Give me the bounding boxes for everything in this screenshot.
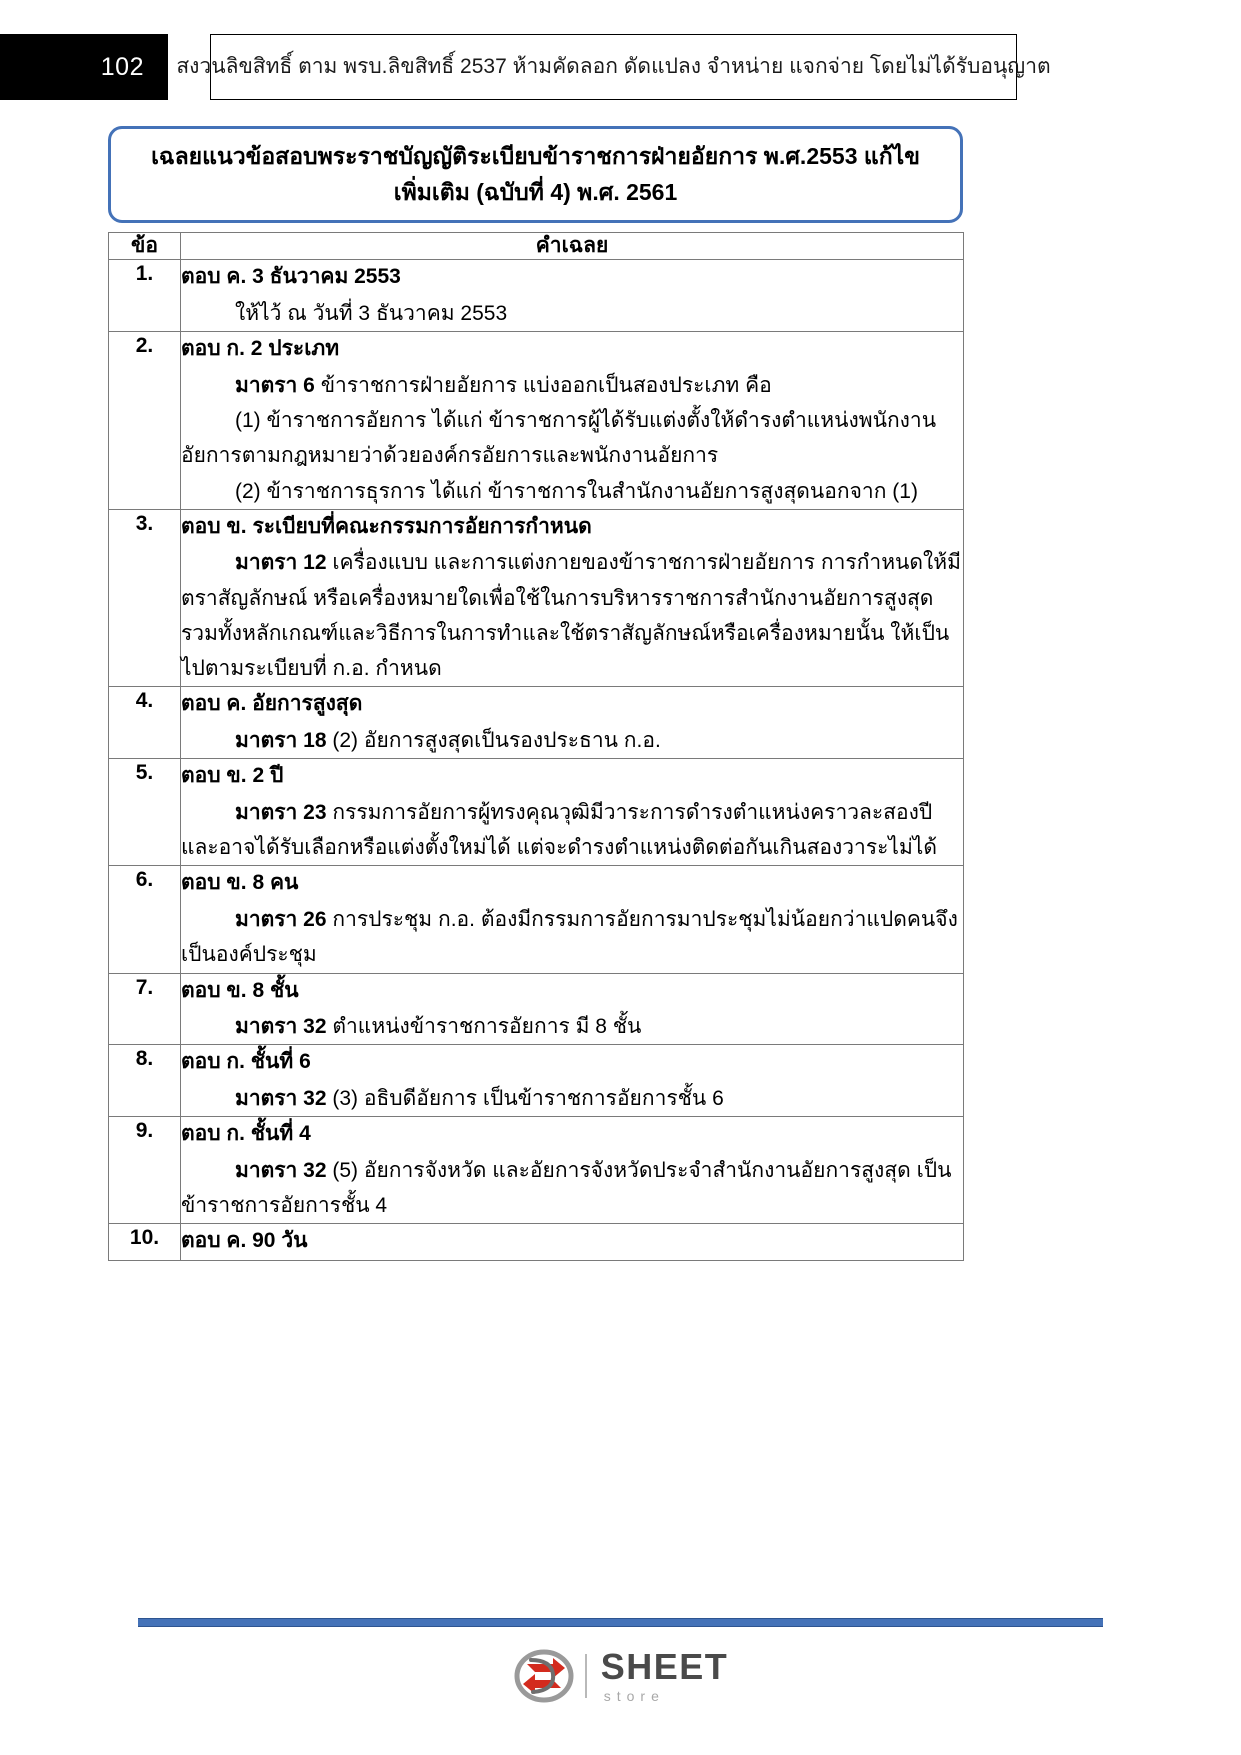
answer-choice: ตอบ ก. ชั้นที่ 6	[181, 1050, 311, 1074]
row-answer-cell	[181, 260, 964, 332]
row-answer-cell	[181, 759, 964, 866]
row-number: 9.	[109, 1117, 181, 1224]
row-number: 5.	[109, 759, 181, 866]
row-answer-cell	[181, 1224, 964, 1261]
column-header-number: ข้อ	[109, 233, 181, 260]
row-number: 8.	[109, 1045, 181, 1117]
row-number: 2.	[109, 332, 181, 510]
logo-divider	[585, 1654, 587, 1698]
table-row	[109, 759, 964, 866]
column-header-answer: คำเฉลย	[181, 233, 964, 260]
row-number: 10.	[109, 1224, 181, 1261]
logo-wordmark	[600, 1646, 729, 1704]
answer-choice: ตอบ ข. 8 ชั้น	[181, 978, 299, 1002]
answer-explanation: มาตรา 32 ตำแหน่งข้าราชการอัยการ มี 8 ชั้น	[235, 1015, 642, 1039]
row-answer-cell	[181, 332, 964, 510]
law-section-label: มาตรา 32	[235, 1158, 327, 1182]
law-section-label: มาตรา 32	[235, 1015, 327, 1039]
answer-explanation: มาตรา 6 ข้าราชการฝ่ายอัยการ แบ่งออกเป็นสองประเภท คือ	[235, 373, 772, 397]
law-section-label: มาตรา 6	[235, 373, 315, 397]
table-header-row	[109, 233, 964, 260]
answer-explanation: มาตรา 32 (3) อธิบดีอัยการ เป็นข้าราชการอัยการชั้น 6	[235, 1086, 724, 1110]
answer-explanation: มาตรา 26 การประชุม ก.อ. ต้องมีกรรมการอัยการมาประชุมไม่น้อยกว่าแปดคนจึงเป็นองค์ประชุม	[181, 908, 958, 967]
logo-secondary-text: store	[603, 1688, 665, 1704]
document-title-box	[108, 126, 963, 223]
answer-explanation: มาตรา 12 เครื่องแบบ และการแต่งกายของข้าราชการฝ่ายอัยการ การกำหนดให้มีตราสัญลักษณ์ หรือเครื่องหมายใดเพื่อใช้ในการบริหารราชการสำนักงานอัยการสูงสุด รวมทั้งหลักเกณฑ์และวิธีการในการทำและใช้ตราสัญลักษณ์หรือเครื่องหมายนั้น ให้เป็นไปตามระเบียบที่ ก.อ. กำหนด	[181, 551, 961, 681]
row-number: 4.	[109, 687, 181, 759]
law-section-label: มาตรา 23	[235, 800, 327, 824]
row-answer-cell	[181, 1117, 964, 1224]
answer-explanation: (1) ข้าราชการอัยการ ได้แก่ ข้าราชการผู้ได้รับแต่งตั้งให้ดำรงตำแหน่งพนักงานอัยการตามกฎหมายว่าด้วยองค์กรอัยการและพนักงานอัยการ	[181, 408, 937, 468]
row-answer-cell	[181, 973, 964, 1045]
answer-explanation: มาตรา 18 (2) อัยการสูงสุดเป็นรองประธาน ก.อ.	[235, 729, 661, 753]
answer-choice: ตอบ ข. 2 ปี	[181, 764, 284, 788]
answer-choice: ตอบ ค. อัยการสูงสุด	[181, 692, 363, 716]
table-row	[109, 973, 964, 1045]
row-answer-cell	[181, 1045, 964, 1117]
table-row	[109, 866, 964, 973]
law-section-label: มาตรา 32	[235, 1086, 327, 1110]
law-section-label: มาตรา 26	[235, 908, 327, 931]
answer-key-table	[108, 232, 964, 1261]
logo-primary-text: SHEET	[600, 1646, 729, 1687]
table-body	[109, 260, 964, 1261]
table-row	[109, 687, 964, 759]
row-number: 1.	[109, 260, 181, 332]
answer-explanation: (2) ข้าราชการธุรการ ได้แก่ ข้าราชการในสำนักงานอัยการสูงสุดนอกจาก (1)	[235, 479, 918, 503]
row-answer-cell	[181, 509, 964, 687]
table-row	[109, 1045, 964, 1117]
table-row	[109, 1224, 964, 1261]
answer-choice: ตอบ ค. 3 ธันวาคม 2553	[181, 265, 401, 289]
table-header	[109, 233, 964, 260]
copyright-box	[176, 34, 1051, 100]
row-number: 6.	[109, 866, 181, 973]
row-answer-cell	[181, 866, 964, 973]
answer-choice: ตอบ ข. ระเบียบที่คณะกรรมการอัยการกำหนด	[181, 514, 592, 538]
table-row	[109, 260, 964, 332]
page-title: เฉลยแนวข้อสอบพระราชบัญญัติระเบียบข้าราชการฝ่ายอัยการ พ.ศ.2553 แก้ไขเพิ่มเติม (ฉบับที่ 4) พ.ศ. 2561	[151, 143, 920, 205]
row-number: 7.	[109, 973, 181, 1045]
row-answer-cell	[181, 687, 964, 759]
copyright-notice: สงวนลิขสิทธิ์ ตาม พรบ.ลิขสิทธิ์ 2537 ห้ามคัดลอก ดัดแปลง จำหน่าย แจกจ่าย โดยไม่ได้รับอนุญาต	[176, 55, 1051, 79]
page-header	[0, 34, 1241, 100]
answer-explanation: ให้ไว้ ณ วันที่ 3 ธันวาคม 2553	[235, 301, 508, 325]
answer-explanation: มาตรา 32 (5) อัยการจังหวัด และอัยการจังหวัดประจำสำนักงานอัยการสูงสุด เป็นข้าราชการอัยการชั้น 4	[181, 1158, 952, 1218]
footer-divider	[138, 1618, 1103, 1627]
law-section-label: มาตรา 12	[235, 551, 327, 575]
answer-explanation: มาตรา 23 กรรมการอัยการผู้ทรงคุณวุฒิมีวาระการดำรงตำแหน่งคราวละสองปีและอาจได้รับเลือกหรือแต่งตั้งใหม่ได้ แต่จะดำรงตำแหน่งติดต่อกันเกินสองวาระไม่ได้	[181, 800, 938, 860]
page-number: 102	[100, 52, 144, 81]
table-row	[109, 1117, 964, 1224]
answer-choice: ตอบ ก. 2 ประเภท	[181, 337, 340, 361]
sheet-store-logo-icon	[513, 1648, 575, 1704]
law-section-label: มาตรา 18	[235, 729, 327, 753]
row-number: 3.	[109, 509, 181, 687]
table-row	[109, 509, 964, 687]
footer-logo	[0, 1648, 1241, 1704]
table-row	[109, 332, 964, 510]
answer-choice: ตอบ ก. ชั้นที่ 4	[181, 1122, 311, 1146]
answer-choice: ตอบ ค. 90 วัน	[181, 1229, 308, 1253]
page-number-box	[0, 34, 168, 100]
answer-choice: ตอบ ข. 8 คน	[181, 871, 299, 895]
